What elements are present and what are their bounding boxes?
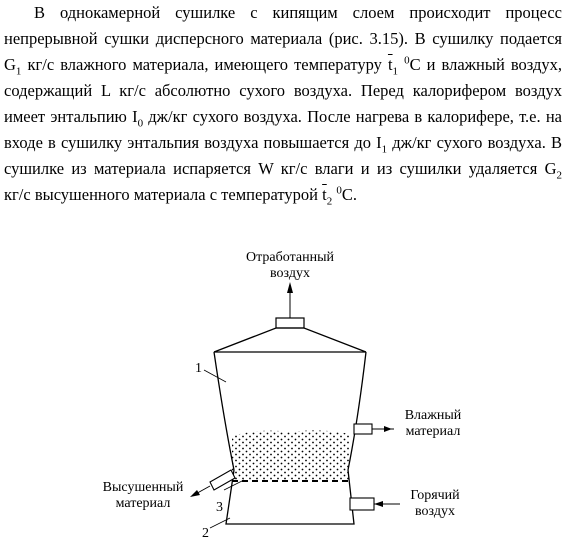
label-num-3: 3 — [216, 500, 223, 515]
label-exhaust-air: Отработанный воздух — [246, 250, 334, 281]
text-line-6: входе в сушилку энтальпия воздуха повышается до $I_1$ дж/кг сухого воздуха. В — [4, 133, 562, 156]
dryer-wall-right — [348, 352, 366, 470]
exhaust-arrow — [287, 282, 293, 318]
label-num-2: 2 — [202, 526, 209, 541]
label-num-1: 1 — [195, 361, 202, 376]
dryer-wall-left — [214, 352, 234, 470]
wet-material-inlet — [354, 424, 394, 434]
label-hot-air: Горячий воздух — [410, 488, 460, 519]
text-line-7: сушилке из материала испаряется W кг/с влаги и из сушилки удаляется $G_2$ — [4, 159, 562, 182]
text-line-5: имеет энтальпию $I_0$ дж/кг сухого воздуха. После нагрева в калорифере, т.е. на — [4, 107, 562, 130]
dryer-cone-top — [214, 328, 366, 352]
text-line-2: непрерывной сушки дисперсного материала (рис. 3.15). В сушилку подается — [4, 29, 562, 48]
label-dried-material: Высушенный материал — [102, 480, 184, 511]
text-line-1: В однокамерной сушилке с кипящим слоем происходит процесс — [34, 3, 562, 22]
hot-air-inlet — [350, 498, 400, 510]
fluidized-bed — [232, 430, 350, 480]
dried-material-outlet — [190, 470, 235, 497]
text-line-3: $G_1$ кг/с влажного материала, имеющего температуру $\overline{t}_1$ $^0$С и влажный воздух, — [4, 54, 563, 78]
top-outlet-pipe — [276, 318, 304, 328]
leader-2 — [210, 518, 230, 528]
text-line-4: содержащий L кг/с абсолютно сухого воздуха. Перед калорифером воздух — [4, 81, 562, 100]
text-line-8: кг/с высушенного материала с температурой $\overline{t}_2$ $^0$С. — [4, 184, 357, 208]
leader-1 — [204, 370, 226, 382]
label-wet-material: Влажный материал — [404, 408, 462, 439]
